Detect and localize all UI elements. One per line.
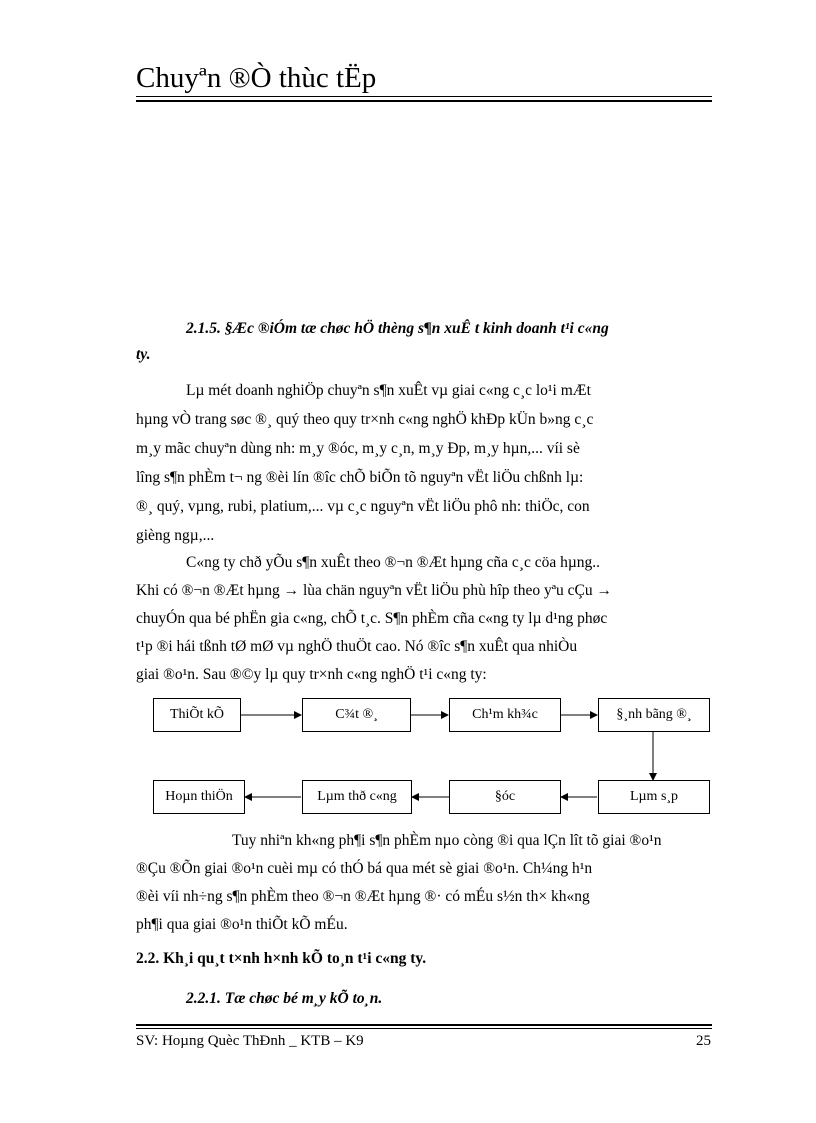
flow-step-hoan-thien: Hoµn thiÖn: [153, 780, 245, 814]
flow-step-duc: §óc: [449, 780, 561, 814]
flow-step-lam-thu-cong: Lµm thð c«ng: [302, 780, 412, 814]
section-heading-22: 2.2. Kh¸i qu¸t t×nh h×nh kÕ to¸n t¹i c«ng ty.: [136, 950, 427, 967]
page-header-title: Chuyªn ®Ò thùc tËp: [136, 62, 377, 94]
section-heading-215: 2.1.5. §Æc ®iÓm tæ chøc hÖ thèng s¶n xuÊ t kinh doanh t¹i c«ng: [186, 320, 609, 337]
flow-step-danh-bong-da: §¸nh bãng ®¸: [598, 698, 710, 732]
section-heading-221: 2.2.1. Tæ chøc bé m¸y kÕ to¸n.: [186, 990, 383, 1007]
para3-line: ®èi víi nh÷ng s¶n phÈm theo ®¬n ®Æt hµng ®· có mÉu s½n th× kh«ng: [136, 888, 590, 905]
para1-line: lîng s¶n phÈm t¬ ng ®èi lín ®îc chÕ biÕn tõ nguyªn vËt liÖu chßnh lµ:: [136, 469, 584, 486]
para1-line: Lµ mét doanh nghiÖp chuyªn s¶n xuÊt vµ giai c«ng c¸c lo¹i mÆt: [186, 382, 591, 399]
footer-rule-bottom: [136, 1028, 712, 1029]
para2-line: C«ng ty chð yÕu s¶n xuÊt theo ®¬n ®Æt hµng cña c¸c cöa hµng..: [186, 554, 601, 571]
para3-line: Tuy nhiªn kh«ng ph¶i s¶n phÈm nµo còng ®i qua lÇn lît tõ giai ®o¹n: [232, 832, 662, 849]
para2-line: t¹p ®i hái tßnh tØ mØ vµ nghÖ thuÖt cao. Nó ®îc s¶n xuÊt qua nhiÒu: [136, 638, 578, 655]
para3-line: ph¶i qua giai ®o¹n thiÕt kÕ mÉu.: [136, 916, 348, 933]
flow-step-thiet-ke: ThiÕt kÕ: [153, 698, 241, 732]
flow-step-cham-khac: Ch¹m kh¾c: [449, 698, 561, 732]
section-heading-215-cont: ty.: [136, 346, 151, 363]
para2-line: chuyÓn qua bé phËn gia c«ng, chÕ t¸c. S¶n phÈm cña c«ng ty lµ d¹ng phøc: [136, 610, 608, 627]
flow-step-lam-sap: Lµm s¸p: [598, 780, 710, 814]
para1-line: gièng ngµ,...: [136, 527, 215, 544]
flow-step-cat-da: C¾t ®¸: [302, 698, 411, 732]
page-number: 25: [696, 1033, 711, 1049]
para1-line: m¸y mãc chuyªn dùng nh: m¸y ®óc, m¸y c¸n, m¸y Ðp, m¸y hµn,... víi sè: [136, 440, 580, 457]
para3-line: ®Çu ®Õn giai ®o¹n cuèi mµ có thÓ bá qua mét sè giai ®o¹n. Ch¼ng h¹n: [136, 860, 593, 877]
para1-line: hµng vÒ trang søc ®¸ quý theo quy tr×nh c«ng nghÖ khÐp kÜn b»ng c¸c: [136, 411, 594, 428]
para2-line: Khi có ®¬n ®Æt hµng → lùa chän nguyªn vËt liÖu phù hîp theo yªu cÇu →: [136, 582, 612, 599]
para2-line: giai ®o¹n. Sau ®©y lµ quy tr×nh c«ng nghÖ t¹i c«ng ty:: [136, 666, 487, 683]
footer-student-info: SV: Hoµng Quèc ThÐnh _ KTB – K9: [136, 1033, 364, 1049]
para1-line: ®¸ quý, vµng, rubi, platium,... vµ c¸c nguyªn vËt liÖu phô nh: thiÖc, con: [136, 498, 590, 515]
footer-rule-top: [136, 1024, 712, 1026]
